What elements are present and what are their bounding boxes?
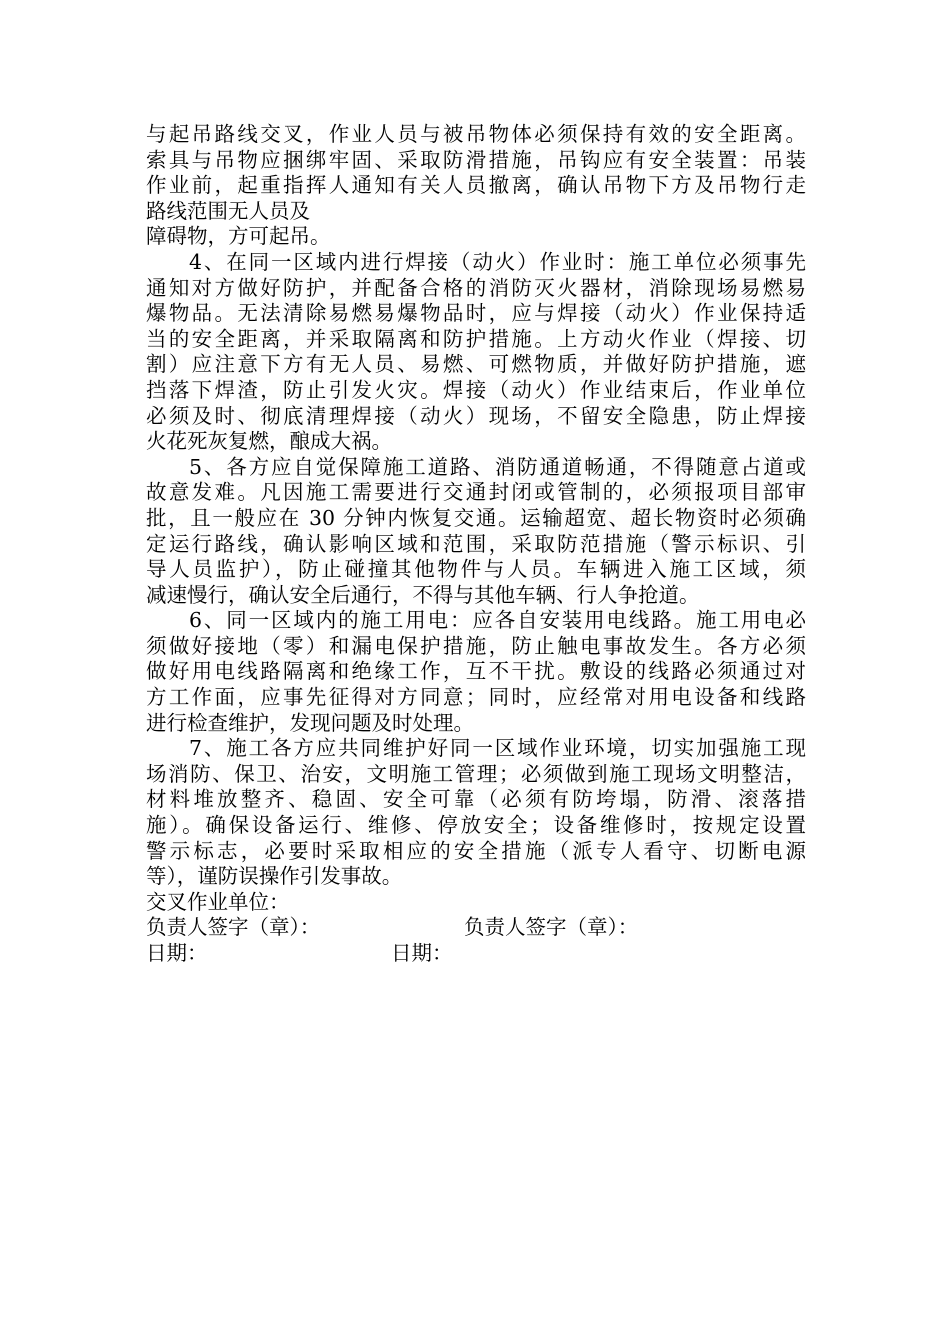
text-line: 作业前，起重指挥人通知有关人员撤离，确认吊物下方及吊物行走 xyxy=(146,173,806,198)
paragraph-5-first-line: 5、各方应自觉保障施工道路、消防通道畅通，不得随意占道或 xyxy=(189,454,806,479)
text-line: 警示标志，必要时采取相应的安全措施（派专人看守、切断电源 xyxy=(146,838,806,863)
paragraph-6-first-line: 6、同一区域内的施工用电：应各自安装用电线路。施工用电必 xyxy=(189,608,806,633)
text-line: 障碍物，方可起吊。 xyxy=(146,224,331,249)
text-line: 材料堆放整齐、稳固、安全可靠（必须有防垮塌，防滑、滚落措 xyxy=(146,787,806,812)
text-line: 定运行路线，确认影响区域和范围，采取防范措施（警示标识、引 xyxy=(146,531,806,556)
text-line: 进行检查维护，发现问题及时处理。 xyxy=(146,710,474,735)
text-line: 路线范围无人员及 xyxy=(146,198,310,223)
signature-row xyxy=(146,915,806,941)
text-line: 等），谨防误操作引发事故。 xyxy=(146,864,403,889)
date-label-right: 日期： xyxy=(391,941,453,965)
text-line: 减速慢行，确认安全后通行，不得与其他车辆、行人争抢道。 xyxy=(146,582,700,607)
text-line: 爆物品。无法清除易燃易爆物品时，应与焊接（动火）作业保持适 xyxy=(146,301,806,326)
text-line: 故意发难。凡因施工需要进行交通封闭或管制的，必须报项目部审 xyxy=(146,480,806,505)
text-line: 与起吊路线交叉，作业人员与被吊物体必须保持有效的安全距离。 xyxy=(146,122,806,146)
text-line: 须做好接地（零）和漏电保护措施，防止触电事故发生。各方必须 xyxy=(146,633,806,658)
text-line: 场消防、保卫、治安，文明施工管理；必须做到施工现场文明整洁， xyxy=(146,761,806,786)
text-line: 做好用电线路隔离和绝缘工作，互不干扰。敷设的线路必须通过对 xyxy=(146,659,806,684)
signature-label-right: 负责人签字（章）： xyxy=(464,915,639,940)
text-line: 火花死灰复燃，酿成大祸。 xyxy=(146,429,392,454)
date-row xyxy=(146,941,806,967)
cross-work-unit-label: 交叉作业单位： xyxy=(146,889,290,914)
date-label-left: 日期： xyxy=(146,941,208,965)
text-line: 通知对方做好防护，并配备合格的消防灭火器材，消除现场易燃易 xyxy=(146,275,806,300)
text-line: 批，且一般应在 30 分钟内恢复交通。运输超宽、超长物资时必须确 xyxy=(146,505,806,530)
text-line: 当的安全距离，并采取隔离和防护措施。上方动火作业（焊接、切 xyxy=(146,326,806,351)
paragraph-4-first-line: 4、在同一区域内进行焊接（动火）作业时：施工单位必须事先 xyxy=(189,249,806,274)
text-line: 导人员监护），防止碰撞其他物件与人员。车辆进入施工区域，须 xyxy=(146,557,806,582)
text-line: 挡落下焊渣，防止引发火灾。焊接（动火）作业结束后，作业单位 xyxy=(146,377,806,402)
text-line: 索具与吊物应捆绑牢固、采取防滑措施，吊钩应有安全装置：吊装 xyxy=(146,147,806,172)
paragraph-7-first-line: 7、施工各方应共同维护好同一区域作业环境，切实加强施工现 xyxy=(189,736,806,761)
text-line: 施）。确保设备运行、维修、停放安全；设备维修时，按规定设置 xyxy=(146,813,806,838)
text-line: 割）应注意下方有无人员、易燃、可燃物质，并做好防护措施，遮 xyxy=(146,352,806,377)
signature-label-left: 负责人签字（章）： xyxy=(146,915,321,940)
document-page xyxy=(146,122,806,967)
text-line: 必须及时、彻底清理焊接（动火）现场，不留安全隐患，防止焊接 xyxy=(146,403,806,428)
text-line: 方工作面，应事先征得对方同意；同时，应经常对用电设备和线路 xyxy=(146,685,806,710)
